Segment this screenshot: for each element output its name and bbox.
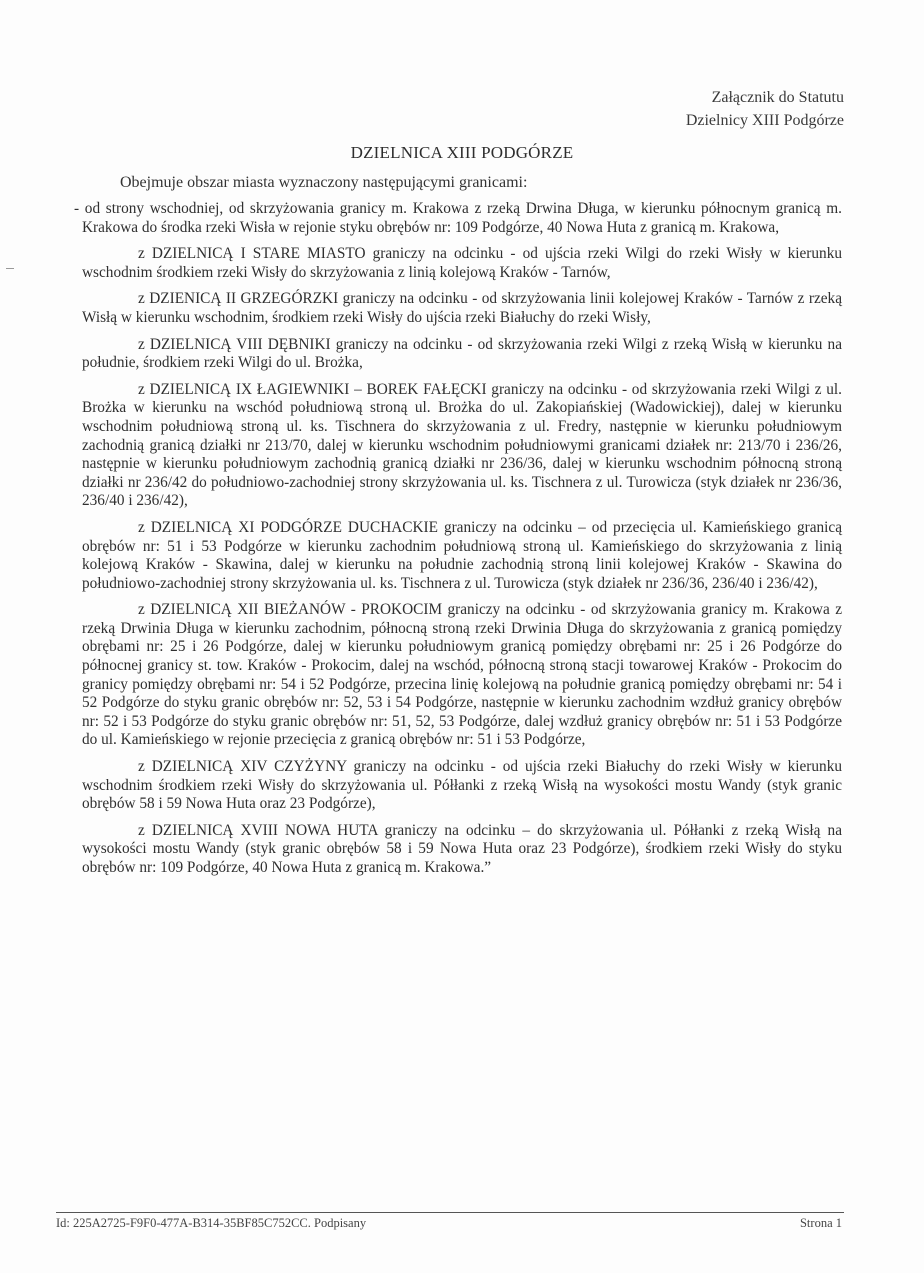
intro-text: Obejmuje obszar miasta wyznaczony następującymi granicami:	[120, 174, 528, 191]
document-body	[74, 200, 842, 886]
boundary-paragraph-nowa-huta: z DZIELNICĄ XVIII NOWA HUTA graniczy na odcinku – do skrzyżowania ul. Półłanki z rzeką Wisłą na wysokości mostu Wandy (styk granic obrębów 58 i 59 Nowa Huta oraz 23 Podgórze), środkiem rzeki Wisły do styku obrębów nr: 109 Podgórze, 40 Nowa Huta z granicą m. Krakowa.”	[82, 821, 842, 876]
boundary-paragraph-podgorze-duchackie: z DZIELNICĄ XI PODGÓRZE DUCHACKIE graniczy na odcinku – od przecięcia ul. Kamieńskiego granicą obrębów nr: 51 i 53 Podgórze w kierunku zachodnim południową stroną ul. Kamieńskiego do skrzyżowania z linią kolejową Kraków - Skawina, dalej w kierunku na południe zachodnią stroną linii kolejowej Kraków - Skawina do południowo-zachodniej strony skrzyżowania ul. ks. Tischnera z ul. Turowicza (styk działek nr 236/36, 236/40 i 236/42),	[82, 518, 842, 592]
boundary-paragraph-grzegorzki: z DZIENICĄ II GRZEGÓRZKI graniczy na odcinku - od skrzyżowania linii kolejowej Kraków - Tarnów z rzeką Wisłą w kierunku wschodnim, środkiem rzeki Wisły do ujścia rzeki Białuchy do rzeki Wisły,	[82, 290, 842, 326]
footer-document-id: Id: 225A2725-F9F0-477A-B314-35BF85C752CC. Podpisany	[56, 1216, 367, 1230]
margin-mark	[6, 268, 14, 269]
boundary-paragraph-lagiewniki: z DZIELNICĄ IX ŁAGIEWNIKI – BOREK FAŁĘCKI graniczy na odcinku - od skrzyżowania rzeki Wilgi z ul. Brożka w kierunku na wschód południową stroną ul. Brożka do ul. Zakopiańskiej (Wadowickiej), dalej w kierunku wschodnim południową stroną ul. ks. Tischnera do skrzyżowania z ul. Fredry, następnie w kierunku południowym zachodnią granicą działki nr 213/70, dalej w kierunku wschodnim południowymi granicami działek nr: 213/70 i 236/26, następnie w kierunku południowym zachodnią granicą działki nr 236/36, dalej w kierunku wschodnim północną stroną działki nr 236/42 do południowo-zachodniej strony skrzyżowania ul. ks. Tischnera z ul. Turowicza (styk działek nr 236/36, 236/40 i 236/42),	[82, 380, 842, 510]
boundary-paragraph-debniki: z DZIELNICĄ VIII DĘBNIKI graniczy na odcinku - od skrzyżowania rzeki Wilgi z rzeką Wisłą w kierunku na południe, środkiem rzeki Wilgi do ul. Brożka,	[82, 335, 842, 372]
attachment-header	[604, 86, 844, 132]
boundary-paragraph-biezanow: z DZIELNICĄ XII BIEŻANÓW - PROKOCIM graniczy na odcinku - od skrzyżowania granicy m. Krakowa z rzeką Drwinia Długa w kierunku zachodnim, północną stroną rzeki Drwinia Długa do skrzyżowania z granicą pomiędzy obrębami nr: 25 i 26 Podgórze, dalej w kierunku południowym granicą pomiędzy obrębami nr: 25 i 26 Podgórze do północnej granicy st. tow. Kraków - Prokocim, dalej na wschód, północną stroną stacji towarowej Kraków - Prokocim do granicy pomiędzy obrębami nr: 54 i 52 Podgórze, przecina linię kolejową na południe granicą pomiędzy obrębami nr: 54 i 52 Podgórze do styku granic obrębów nr: 52, 53 i 54 Podgórze, następnie w kierunku zachodnim wzdłuż granicy obrębów nr: 52 i 53 Podgórze do styku granic obrębów nr: 51, 52, 53 Podgórze, dalej wzdłuż granicy obrębów nr: 51 i 53 Podgórze do ul. Kamieńskiego w rejonie przecięcia z granicą obrębów nr: 51 i 53 Podgórze,	[82, 601, 842, 749]
boundary-paragraph-czyzyny: z DZIELNICĄ XIV CZYŻYNY graniczy na odcinku - od ujścia rzeki Białuchy do rzeki Wisły w kierunku wschodnim środkiem rzeki Wisły do skrzyżowania ul. Półłanki z rzeką Wisłą na wysokości mostu Wandy (styk granic obrębów 58 i 59 Nowa Huta oraz 23 Podgórze),	[82, 758, 842, 813]
attachment-header-line2: Dzielnicy XIII Podgórze	[685, 112, 844, 129]
boundary-paragraph-stare-miasto: z DZIELNICĄ I STARE MIASTO graniczy na odcinku - od ujścia rzeki Wilgi do rzeki Wisły w kierunku wschodnim środkiem rzeki Wisły do skrzyżowania z linią kolejową Kraków - Tarnów,	[82, 245, 842, 281]
footer-rule	[56, 1212, 844, 1213]
attachment-header-line1: Załącznik do Statutu	[711, 89, 844, 106]
footer-page-number: Strona 1	[799, 1216, 842, 1230]
document-title: DZIELNICA XIII PODGÓRZE	[350, 143, 574, 162]
boundary-paragraph-east: - od strony wschodniej, od skrzyżowania granicy m. Krakowa z rzeką Drwina Długa, w kierunku północnym granicą m. Krakowa do środka rzeki Wisła w rejonie styku obrębów nr: 109 Podgórze, 40 Nowa Huta z granicą m. Krakowa,	[74, 200, 842, 236]
